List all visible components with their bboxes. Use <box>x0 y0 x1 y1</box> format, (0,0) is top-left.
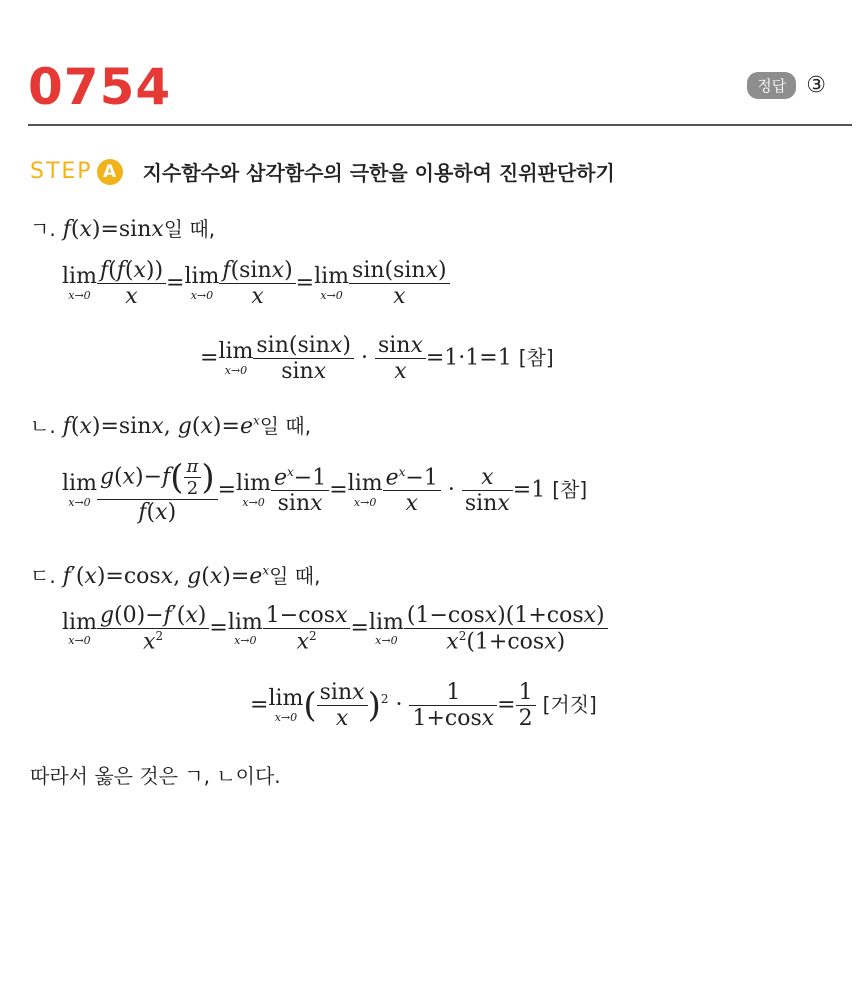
item-marker: ㄷ. <box>30 564 56 588</box>
item-1-equation-line-1: lim x→0 $\frac{f(f(x))}{x}$ =lim x→0 $\frac{f(\sin x)}{x}$ =lim x→0 $\frac{\sin(\sin x)}{x}$ <box>62 258 450 309</box>
answer-badge: 정답 <box>747 72 796 99</box>
item-2-equation-line-1: lim x→0 g(x)−f( $\frac{\pi}{2}$ ) f(x) =lim x→0 $\frac{e^x-1}{\sin x}$ =lim x→0 $\frac{e^x-1}{x}$ · $\frac{x}{\sin x}$ =1 [참] <box>62 456 588 525</box>
step-title: 지수함수와 삼각함수의 극한을 이용하여 진위판단하기 <box>142 161 615 185</box>
item-3-equation-line-1: lim x→0 $\frac{g(0)-f'(x)}{x^2}$ =lim x→0 $\frac{1-\cos x}{x^2}$ =lim x→0 $\frac{(1-\cos x)(1+\cos x)}{x^2(1+\cos x)}$ <box>62 603 608 654</box>
item-2-condition: ㄴ. f(x)=sinx, $g(x)=e^x$일 때, <box>30 413 312 439</box>
item-3-condition: ㄷ. f′(x)=cosx, $g(x)=e^x$일 때, <box>30 563 321 589</box>
item-1-equation-line-2: =lim x→0 $\frac{\sin(\sin x)}{\sin x}$ · $\frac{\sin x}{x}$ =1·1=1 [참] <box>200 333 554 384</box>
item-condition-suffix: 일 때, <box>163 217 216 241</box>
verdict: [참] <box>552 477 588 502</box>
item-1-condition: ㄱ. f(x)=sinx일 때, <box>30 217 216 242</box>
verdict: [거짓] <box>542 692 597 717</box>
item-marker: ㄴ. <box>30 414 56 438</box>
step-label: STEP <box>30 159 93 184</box>
conclusion: 따라서 옳은 것은 ㄱ, ㄴ이다. <box>30 764 281 788</box>
step-heading <box>30 157 615 186</box>
answer-area <box>747 72 826 99</box>
header-divider <box>28 124 852 126</box>
item-marker: ㄱ. <box>30 217 56 241</box>
answer-value: ③ <box>806 73 826 98</box>
item-condition-suffix: 일 때, <box>259 414 312 438</box>
verdict: [참] <box>518 345 554 370</box>
item-condition-suffix: 일 때, <box>269 564 321 588</box>
item-3-equation-line-2: =lim x→0 ( $\frac{\sin x}{x}$ )$^2$ · $\frac{1}{1+\cos x}$ = $\frac{1}{2}$ [거짓] <box>250 680 597 731</box>
problem-number: 0754 <box>28 58 172 116</box>
step-letter-icon: A <box>97 159 123 185</box>
